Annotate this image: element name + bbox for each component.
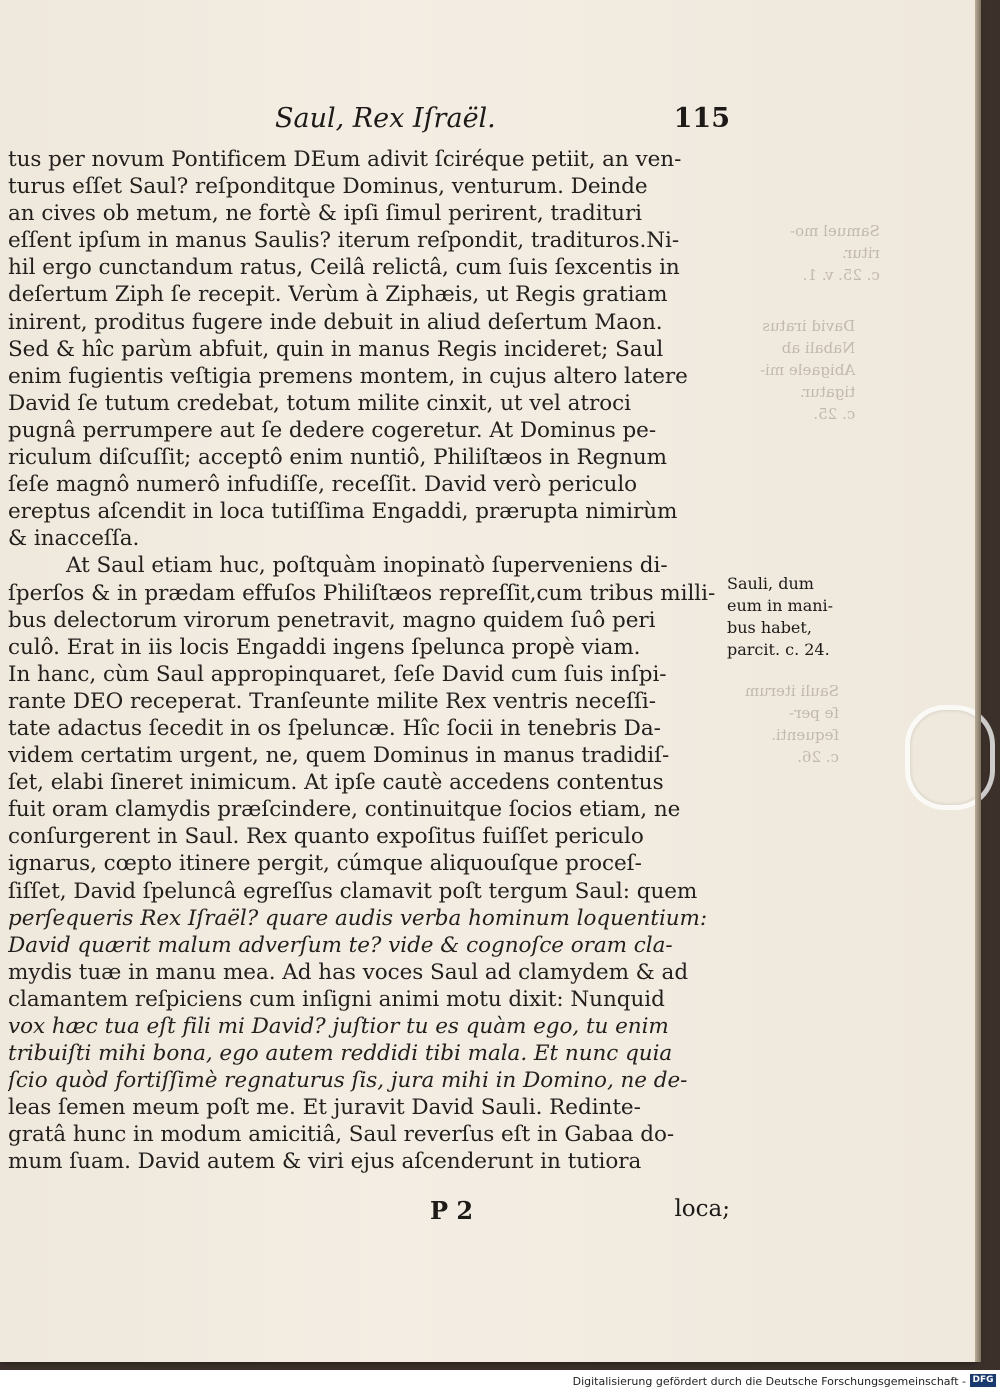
text-line: riculum diſcuſſit; acceptô enim nuntiô, Philiſtæos in Regnum bbox=[8, 445, 667, 471]
text-line: ſiſſet, David ſpeluncâ egreſſus clamavit poſt tergum Saul: quem bbox=[8, 878, 698, 904]
text-line: ignarus, cœpto itinere pergit, cúmque aliquouſque proceſ- bbox=[8, 851, 642, 877]
text-line: tribuiſti mihi bona, ego autem reddidi tibi mala. Et nunc quia bbox=[8, 1041, 673, 1067]
text-line: mum ſuam. David autem & viri ejus aſcenderunt in tutiora bbox=[8, 1149, 642, 1175]
page-edge bbox=[975, 0, 981, 1362]
text-line: inirent, proditus fugere inde debuit in aliud deſertum Maon. bbox=[8, 309, 663, 335]
margin-note-line: bus habet, bbox=[727, 618, 812, 637]
text-line: hil ergo cunctandum ratus, Ceilâ relictâ, cum ſuis ſexcentis in bbox=[8, 255, 680, 281]
text-line: an cives ob metum, ne fortè & ipſi ſimul perirent, tradituri bbox=[8, 201, 643, 227]
text-line: David quærit malum adverſum te? vide & cognoſce oram cla- bbox=[8, 932, 673, 958]
margin-note-line: parcit. c. 24. bbox=[727, 640, 830, 659]
text-line: In hanc, cùm Saul appropinquaret, ſeſe David cum ſuis inſpi- bbox=[8, 661, 667, 687]
text-line: gratâ hunc in modum amicitiâ, Saul reverſus eſt in Gabaa do- bbox=[8, 1122, 675, 1148]
text-line: ſperſos & in prædam effuſos Philiſtæos repreſſit,cum tribus milli- bbox=[8, 580, 716, 606]
text-line: ſet, elabi ſineret inimicum. At ipſe cautè accedens contentus bbox=[8, 770, 664, 796]
text-line: deſertum Ziph ſe recepit. Verùm à Ziphæis, ut Regis gratiam bbox=[8, 282, 668, 308]
running-head-title: Saul, Rex Iſraël. bbox=[275, 103, 496, 134]
text-line: conſurgerent in Saul. Rex quanto expoſitus fuiſſet periculo bbox=[8, 824, 644, 850]
text-line: mydis tuæ in manu mea. Ad has voces Saul ad clamydem & ad bbox=[8, 959, 689, 985]
signature-mark: P 2 bbox=[430, 1196, 474, 1225]
margin-note-line: Sauli, dum bbox=[727, 574, 814, 593]
text-line: culô. Erat in iis locis Engaddi ingens ſpelunca propè viam. bbox=[8, 634, 641, 660]
text-line: videm certatim urgent, ne, quem Dominus in manus tradidiſ- bbox=[8, 743, 670, 769]
text-line: leas ſemen meum poſt me. Et juravit David Sauli. Redinte- bbox=[8, 1095, 641, 1121]
page-number: 115 bbox=[673, 103, 730, 134]
text-line: bus delectorum virorum penetravit, magno quidem ſuô peri bbox=[8, 607, 656, 633]
text-line: ſeſe magnô numerô infudiſſe, receſſit. David verò periculo bbox=[8, 472, 638, 498]
catchword: loca; bbox=[674, 1196, 730, 1222]
bleed-through-note: Samuel mo- ritur. c. 25. v. 1. bbox=[790, 222, 880, 284]
dfg-logo: DFG bbox=[970, 1374, 996, 1387]
text-line: clamantem reſpiciens cum inſigni animi motu dixit: Nunquid bbox=[8, 986, 665, 1012]
text-line: eſſent ipſum in manus Saulis? iterum reſpondit, tradituros.Ni- bbox=[8, 228, 680, 254]
margin-note-line: eum in mani- bbox=[727, 596, 834, 615]
text-line: vox hæc tua eſt fili mi David? juſtior tu es quàm ego, tu enim bbox=[8, 1014, 669, 1039]
text-line: enim fugientis veſtigia premens montem, in cujus altero latere bbox=[8, 363, 688, 389]
bleed-through-note: David iratus Nabali ab Abigaele mi- tigatur. c. 25. bbox=[760, 317, 856, 423]
margin-note bbox=[727, 573, 857, 661]
signature-line bbox=[430, 1196, 730, 1226]
text-line: pugnâ perrumpere aut ſe dedere cogeretur. At Dominus pe- bbox=[8, 417, 657, 443]
text-line: fuit oram clamydis præſcindere, continuitque ſocios etiam, ne bbox=[8, 797, 681, 823]
text-line: perſequeris Rex Iſraël? quare audis verba hominum loquentium: bbox=[8, 905, 708, 931]
running-head bbox=[270, 103, 730, 143]
text-line: David ſe tutum credebat, totum milite cinxit, ut vel atroci bbox=[8, 390, 631, 416]
text-line: ereptus aſcendit in loca tutiſſima Engaddi, prærupta nimirùm bbox=[8, 499, 678, 525]
body-text bbox=[8, 146, 724, 1176]
text-line: Sed & hîc parùm abfuit, quin in manus Regis incideret; Saul bbox=[8, 336, 664, 362]
funding-notice: Digitalisierung gefördert durch die Deutsche Forschungsgemeinschaft - bbox=[572, 1375, 966, 1388]
text-line: tate adactus ſecedit in os ſpeluncæ. Hîc ſocii in tenebris Da- bbox=[8, 715, 661, 741]
text-line: tus per novum Pontificem DEum adivit ſciréque petiit, an ven- bbox=[8, 147, 682, 172]
footer-bar bbox=[0, 1370, 1000, 1393]
page-clip bbox=[905, 705, 995, 810]
text-line: turus eſſet Saul? reſponditque Dominus, venturum. Deinde bbox=[8, 174, 648, 200]
text-line: ſcio quòd fortiſſimè regnaturus ſis, jura mihi in Domino, ne de- bbox=[8, 1068, 688, 1094]
text-line: & inacceſſa. bbox=[8, 526, 140, 552]
text-line: rante DEO receperat. Tranſeunte milite Rex ventris neceſſi- bbox=[8, 688, 656, 714]
bleed-through-note: Sauli iterum ſe per- ſequenti. c. 26. bbox=[745, 682, 839, 766]
text-line: At Saul etiam huc, poſtquàm inopinatò ſuperveniens di- bbox=[66, 553, 668, 579]
